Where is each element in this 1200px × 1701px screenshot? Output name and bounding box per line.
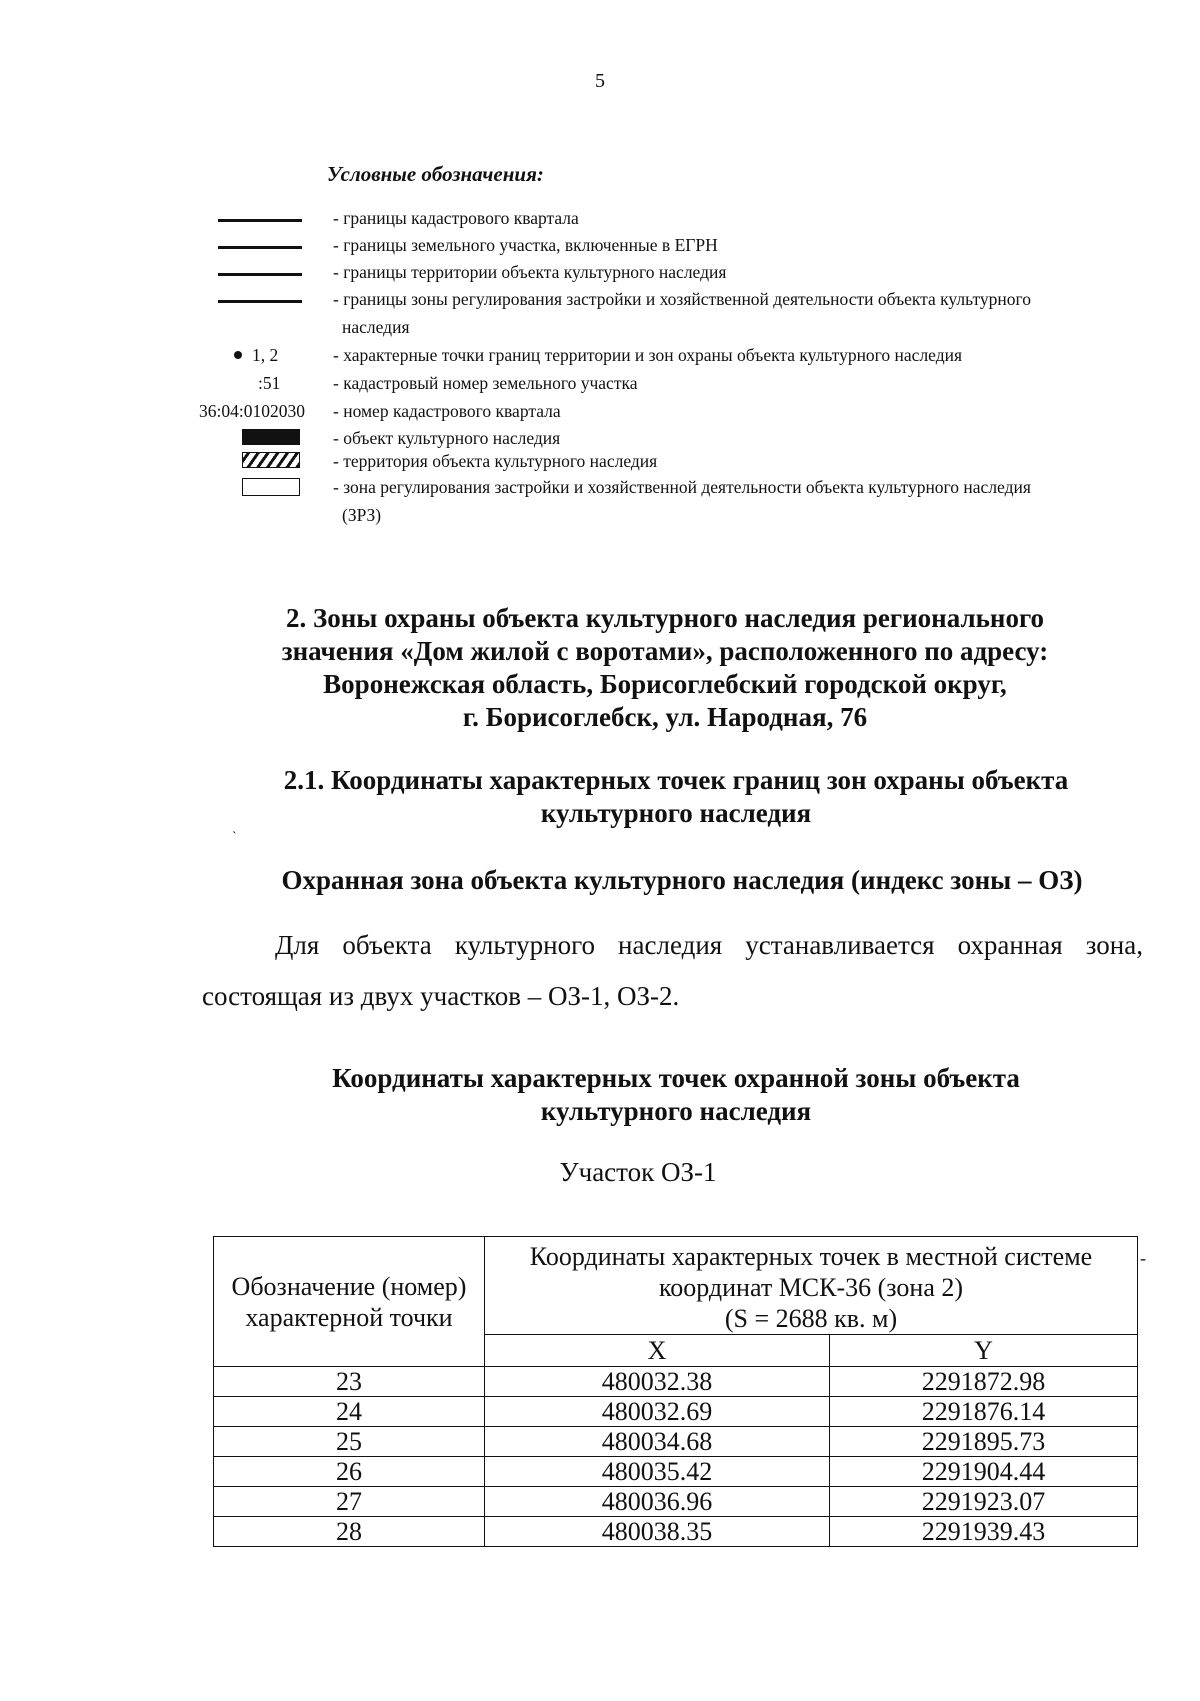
cell-point: 26 xyxy=(214,1457,485,1487)
cell-y: 2291939.43 xyxy=(830,1517,1138,1547)
cell-x: 480038.35 xyxy=(485,1517,830,1547)
legend-text: - зона регулирования застройки и хозяйственной деятельности объекта культурного наследия xyxy=(333,477,1031,497)
cell-y: 2291895.73 xyxy=(830,1427,1138,1457)
table-row xyxy=(214,1457,1138,1487)
header-x: X xyxy=(485,1335,830,1367)
cell-y: 2291876.14 xyxy=(830,1397,1138,1427)
section-heading-line: г. Борисоглебск, ул. Народная, 76 xyxy=(462,702,868,732)
legend-symbol-quarter-number: 36:04:0102030 xyxy=(199,401,305,421)
plot-label: Участок ОЗ-1 xyxy=(559,1157,717,1187)
cell-point: 27 xyxy=(214,1487,485,1517)
cell-y: 2291904.44 xyxy=(830,1457,1138,1487)
table-row xyxy=(214,1427,1138,1457)
section-heading-line: 2. Зоны охраны объекта культурного наследия регионального xyxy=(285,603,1045,633)
legend-symbol-points: 1, 2 xyxy=(252,345,279,365)
table-row xyxy=(214,1397,1138,1427)
header-coords xyxy=(485,1237,1138,1335)
legend-line-heritage-territory xyxy=(218,273,302,276)
paragraph-line: Для объекта культурного наследия устанавливается охранная зона, xyxy=(275,930,1143,960)
legend-title: Условные обозначения: xyxy=(327,162,544,186)
cell-point: 28 xyxy=(214,1517,485,1547)
zone-heading: Охранная зона объекта культурного наследия (индекс зоны – ОЗ) xyxy=(281,865,1083,895)
legend-swatch-regulation-zone xyxy=(242,478,300,496)
cell-x: 480035.42 xyxy=(485,1457,830,1487)
legend-swatch-heritage-territory xyxy=(242,452,300,468)
legend-text: - границы территории объекта культурного наследия xyxy=(333,262,727,282)
stray-dash: - xyxy=(1140,1248,1146,1268)
header-coords-line: (S = 2688 кв. м) xyxy=(724,1304,898,1333)
table-row xyxy=(214,1487,1138,1517)
subsection-heading-line: культурного наследия xyxy=(540,798,812,828)
point-marker-icon xyxy=(234,351,242,359)
cell-x: 480032.38 xyxy=(485,1367,830,1397)
header-coords-line: координат МСК-36 (зона 2) xyxy=(658,1273,964,1302)
header-point: Обозначение (номер) характерной точки xyxy=(214,1237,485,1367)
legend-text: (ЗРЗ) xyxy=(342,505,382,525)
cell-point: 24 xyxy=(214,1397,485,1427)
legend-text: - номер кадастрового квартала xyxy=(333,401,561,421)
cell-x: 480032.69 xyxy=(485,1397,830,1427)
cell-y: 2291923.07 xyxy=(830,1487,1138,1517)
coords-heading-line: Координаты характерных точек охранной зоны объекта xyxy=(332,1063,1020,1093)
legend-text: - границы зоны регулирования застройки и хозяйственной деятельности объекта культурного xyxy=(333,289,1031,309)
legend-text: - границы земельного участка, включенные в ЕГРН xyxy=(333,235,718,255)
table-row xyxy=(214,1367,1138,1397)
legend-line-regulation-zone xyxy=(218,300,302,303)
cell-point: 25 xyxy=(214,1427,485,1457)
legend-symbol-plot-number: :51 xyxy=(258,373,281,393)
stray-mark: ` xyxy=(232,830,237,845)
table-row xyxy=(214,1517,1138,1547)
legend-line-cadastral-quarter xyxy=(218,219,302,222)
cell-point: 23 xyxy=(214,1367,485,1397)
subsection-heading-line: 2.1. Координаты характерных точек границ зон охраны объекта xyxy=(283,765,1069,795)
legend-text: - кадастровый номер земельного участка xyxy=(333,373,638,393)
legend-swatch-heritage-object xyxy=(242,429,300,445)
legend-line-land-plot xyxy=(218,246,302,249)
legend-text: наследия xyxy=(342,317,410,337)
legend-text: - объект культурного наследия xyxy=(333,428,561,448)
paragraph-line: состоящая из двух участков – ОЗ-1, ОЗ-2. xyxy=(202,981,680,1011)
cell-y: 2291872.98 xyxy=(830,1367,1138,1397)
section-heading-line: значения «Дом жилой с воротами», расположенного по адресу: xyxy=(281,636,1049,666)
legend-text: - характерные точки границ территории и зон охраны объекта культурного наследия xyxy=(333,345,963,365)
cell-x: 480036.96 xyxy=(485,1487,830,1517)
header-coords-line: Координаты характерных точек в местной системе xyxy=(529,1242,1093,1271)
cell-x: 480034.68 xyxy=(485,1427,830,1457)
legend-text: - территория объекта культурного наследия xyxy=(333,451,658,471)
page-number: 5 xyxy=(595,70,605,92)
section-heading-line: Воронежская область, Борисоглебский городской округ, xyxy=(323,669,1007,699)
legend-text: - границы кадастрового квартала xyxy=(333,208,579,228)
coordinates-table xyxy=(213,1236,1138,1547)
header-y: Y xyxy=(830,1335,1138,1367)
coords-heading-line: культурного наследия xyxy=(540,1096,812,1126)
